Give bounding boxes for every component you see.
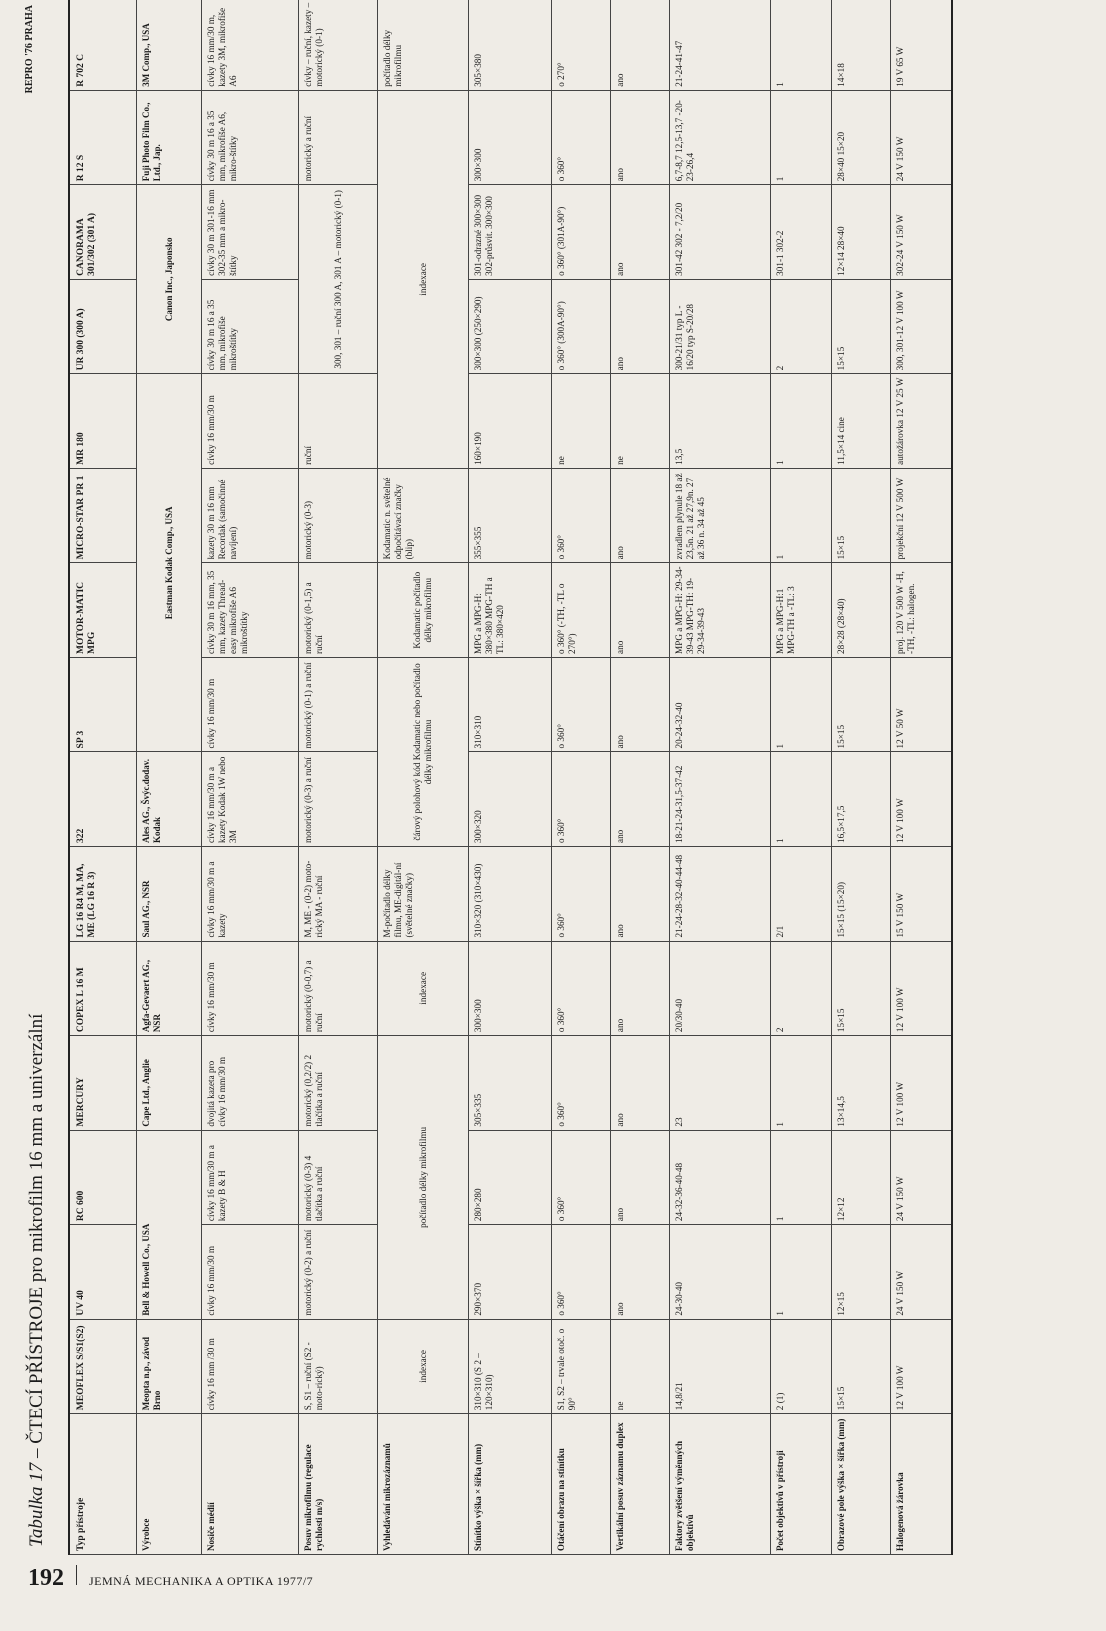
table-cell: cívky – ruční, kazety – motorický (0-1) [299, 0, 378, 90]
table-cell: motorický (0-1) a ruční [299, 657, 378, 752]
table-cell: 300, 301-12 V 100 W [891, 279, 953, 374]
table-cell: o 360° (300A-90°) [552, 279, 611, 374]
table-cell: 16,5×17,5 [832, 752, 891, 847]
row-label: Vertikální posuv záznamu duplex [611, 1414, 670, 1555]
table-cell: 28×40 15×20 [832, 90, 891, 185]
table-row [202, 0, 299, 1555]
table-cell: o 360° [552, 847, 611, 942]
table-cell: ano [611, 279, 670, 374]
table-cell: Cape Ltd., Anglie [137, 1036, 202, 1131]
table-cell: 302-24 V 150 W [891, 185, 953, 280]
table-cell: 12×14 28×40 [832, 185, 891, 280]
footer-divider [76, 1565, 77, 1585]
table-cell: 3M Comp., USA [137, 0, 202, 90]
table-cell: 12×12 [832, 1130, 891, 1225]
table-cell: ano [611, 185, 670, 280]
table-cell: ano [611, 0, 670, 90]
table-cell: 12 V 100 W [891, 1036, 953, 1131]
table-cell: ano [611, 847, 670, 942]
table-cell: 160×190 [469, 374, 552, 469]
column-header: UV 40 [69, 1225, 137, 1320]
table-cell: 15×15 [832, 1319, 891, 1414]
table-cell: cívky 16 mm/30 m a kazety [202, 847, 299, 942]
table-cell: 1 [771, 1130, 832, 1225]
table-cell: 24 V 150 W [891, 1130, 953, 1225]
column-header: R 702 C [69, 0, 137, 90]
table-cell: 21-24-28-32-40-44-48 [670, 847, 771, 942]
table-cell: motorický (0-2) a ruční [299, 1225, 378, 1320]
table-cell: ano [611, 1225, 670, 1320]
row-label: Typ přístroje [69, 1414, 137, 1555]
table-row [832, 0, 891, 1555]
column-header: CANORAMA 301/302 (301 A) [69, 185, 137, 280]
table-cell: 14,8/21 [670, 1319, 771, 1414]
column-header: MICRO-STAR PR 1 [69, 468, 137, 563]
table-cell: ne [552, 374, 611, 469]
table-cell: cívky 30 m 16 a 35 mm, mikrofiše mikroštítky [202, 279, 299, 374]
repro-mark: REPRO '76 PRAHA [24, 5, 35, 94]
table-row [552, 0, 611, 1555]
table-cell: 301-odrazné 300×300 302-průsvit. 300×300 [469, 185, 552, 280]
row-label: Posuv mikrofilmu (regulace rychlosti m/s) [299, 1414, 378, 1555]
table-cell: ne [611, 1319, 670, 1414]
table-cell: 301-42 302 - 7,2/20 [670, 185, 771, 280]
table-cell: 24 V 150 W [891, 90, 953, 185]
table-cell: 280×280 [469, 1130, 552, 1225]
row-label: Obrazové pole výška × šířka (mm) [832, 1414, 891, 1555]
table-cell: 2 [771, 279, 832, 374]
table-cell: Kodamatic n. světelné odpočítávací značky (blip) [378, 468, 469, 563]
table-cell: 20-24-32-40 [670, 657, 771, 752]
table-cell: cívky 16 mm /30 m [202, 1319, 299, 1414]
table-cell: Kodamatic počítadlo délky mikrofilmu [378, 563, 469, 658]
table-cell: 1 [771, 468, 832, 563]
table-row [771, 0, 832, 1555]
table-cell: 290×370 [469, 1225, 552, 1320]
table-cell: 301-1 302-2 [771, 185, 832, 280]
table-cell: 6,7-8,7 12,5-13,7 -20-23-26,4 [670, 90, 771, 185]
table-cell: 11,5×14 cine [832, 374, 891, 469]
table-cell: 15×15 [832, 657, 891, 752]
table-row [69, 0, 137, 1555]
column-header: R 12 S [69, 90, 137, 185]
table-cell: M, ME - (0-2) moto-rický MA - ruční [299, 847, 378, 942]
table-cell: Canon Inc., Japonsko [137, 185, 202, 374]
table-cell: 15 V 150 W [891, 847, 953, 942]
table-cell: o 360° [552, 1130, 611, 1225]
table-cell: motorický (0-3) 4 tlačítka a ruční [299, 1130, 378, 1225]
row-label: Počet objektivů v přístroji [771, 1414, 832, 1555]
table-cell: 19 V 65 W [891, 0, 953, 90]
table-cell: 1 [771, 1036, 832, 1131]
table-cell: 2 (1) [771, 1319, 832, 1414]
column-header: MOTOR-MATIC MPG [69, 563, 137, 658]
table-cell: 1 [771, 0, 832, 90]
table-cell: 12 V 100 W [891, 752, 953, 847]
table-cell: MPG a MPG-H: 29-34-39-43 MPG-TH: 19-29-34-39-43 [670, 563, 771, 658]
table-cell: ano [611, 563, 670, 658]
table-cell: ruční [299, 374, 378, 469]
row-label: Halogenová žárovka [891, 1414, 953, 1555]
column-header: LG 16 R4 M, MA, ME (LG 16 R 3) [69, 847, 137, 942]
table-cell: o 360° (301A-90°) [552, 185, 611, 280]
column-header: MR 180 [69, 374, 137, 469]
table-cell: 300×300 [469, 941, 552, 1036]
caption-text: – ČTECÍ PŘÍSTROJE pro mikrofilm 16 mm a univerzální [26, 1013, 47, 1463]
caption-prefix: Tabulka 17 [26, 1462, 47, 1547]
table-cell: 15×15 [832, 468, 891, 563]
table-cell: 18-21-24-31,5-37-42 [670, 752, 771, 847]
table-cell: 12×15 [832, 1225, 891, 1320]
table-cell: 355×355 [469, 468, 552, 563]
table-cell: 14×18 [832, 0, 891, 90]
table-cell: S1, S2 – trvale otoč. o 90° [552, 1319, 611, 1414]
table-row [378, 0, 469, 1555]
table-cell: o 360° [552, 90, 611, 185]
table-row [670, 0, 771, 1555]
table-cell: 310×310 [469, 657, 552, 752]
table-cell: ano [611, 90, 670, 185]
table-cell: 310×310 (S 2 – 120×310) [469, 1319, 552, 1414]
reader-devices-table [68, 0, 953, 1555]
table-cell: ano [611, 1130, 670, 1225]
table-row [299, 0, 378, 1555]
table-cell: o 360° [552, 468, 611, 563]
table-cell: Bell & Howell Co., USA [137, 1130, 202, 1319]
row-label: Stínítko výška × šířka (mm) [469, 1414, 552, 1555]
table-cell: 24 V 150 W [891, 1225, 953, 1320]
table-cell: cívky 16 mm/30 m [202, 1225, 299, 1320]
table-cell: 21-24-41-47 [670, 0, 771, 90]
table-cell: autožárovka 12 V 25 W [891, 374, 953, 469]
table-cell: cívky 16 mm/30 m [202, 657, 299, 752]
journal-name: JEMNÁ MECHANIKA A OPTIKA 1977/7 [89, 1574, 314, 1588]
table-cell: proj. 120 V 500 W -H, -TH, -TL: halogen. [891, 563, 953, 658]
table-cell: motorický a ruční [299, 90, 378, 185]
table-cell: 24-30-40 [670, 1225, 771, 1320]
table-cell: 300×300 (250×290) [469, 279, 552, 374]
table-cell: Fuji Photo Film Co., Ltd., Jap. [137, 90, 202, 185]
table-cell: cívky 30 m 16 mm, 35 mm, kazety Thread-easy mikrofiše A6 mikroštítky [202, 563, 299, 658]
table-cell: 305×380 [469, 0, 552, 90]
table-cell: 1 [771, 374, 832, 469]
table-cell: Ales AG., Švýc.dodav. Kodak [137, 752, 202, 847]
table-cell: dvojitá kazeta pro cívky 16 mm/30 m [202, 1036, 299, 1131]
column-header: UR 300 (300 A) [69, 279, 137, 374]
table-cell: Eastman Kodak Comp., USA [137, 374, 202, 752]
table-cell: indexace [378, 90, 469, 468]
table-row [611, 0, 670, 1555]
table-cell: zvradlem plynule 18 až 23,5n. 21 až 27,9n. 27 až 36 n. 34 až 45 [670, 468, 771, 563]
table-cell: cívky 30 m 16 a 35 mm, mikrofiše A6, mikro-štítky [202, 90, 299, 185]
table-cell: počítadlo délky mikrofilmu [378, 0, 469, 90]
table-cell: MPG a MPG-H: 380×380 MPG-TH a TL: 380×420 [469, 563, 552, 658]
table-cell: 13×14,5 [832, 1036, 891, 1131]
table-cell: Agfa-Gevaert AG., NSR [137, 941, 202, 1036]
table-cell: o 270° [552, 0, 611, 90]
table-cell: ano [611, 941, 670, 1036]
page-footer [28, 1565, 728, 1595]
table-cell: 1 [771, 1225, 832, 1320]
table-cell: indexace [378, 1319, 469, 1414]
table-cell: 1 [771, 90, 832, 185]
table-cell: 12 V 100 W [891, 1319, 953, 1414]
table-cell: motorický (0,2/2) 2 tlačítka a ruční [299, 1036, 378, 1131]
table-cell: 300, 301 – ruční 300 A, 301 A – motorický (0-1) [299, 185, 378, 374]
table-cell: 1 [771, 657, 832, 752]
table-cell: Meopta n.p., závod Brno [137, 1319, 202, 1414]
table-cell: cívky 16 mm/30 m a kazety Kodak 1W nebo 3M [202, 752, 299, 847]
table-cell: projekční 12 V 500 W [891, 468, 953, 563]
column-header: COPEX L 16 M [69, 941, 137, 1036]
row-label: Vyhledávání mikrozáznamů [378, 1414, 469, 1555]
table-cell: motorický (0-3) [299, 468, 378, 563]
column-header: RC 600 [69, 1130, 137, 1225]
table-cell: 12 V 50 W [891, 657, 953, 752]
table-cell: čárový polohový kód Kodamatic nebo počítadlo délky mikrofilmu [378, 657, 469, 846]
table-cell: o 360° [552, 1036, 611, 1131]
row-label: Otáčení obrazu na stínítku [552, 1414, 611, 1555]
table-cell: 20/30-40 [670, 941, 771, 1036]
row-label: Faktory zvětšení výměnných objektivů [670, 1414, 771, 1555]
table-cell: počítadlo délky mikrofilmu [378, 1036, 469, 1320]
table-cell: cívky 16 mm/30 m [202, 374, 299, 469]
table-cell: 28×28 (28×40) [832, 563, 891, 658]
table-cell: motorický (0-3) a ruční [299, 752, 378, 847]
table-cell: S, S1 – ruční (S2 - moto-rický) [299, 1319, 378, 1414]
table-row [891, 0, 953, 1555]
table-cell: 15×15 (15×20) [832, 847, 891, 942]
table-cell: 2 [771, 941, 832, 1036]
table-row [469, 0, 552, 1555]
table-cell: ano [611, 1036, 670, 1131]
table-cell: kazety 30 m 16 mm Recordak (samočinné navíjení) [202, 468, 299, 563]
table-cell: 15×15 [832, 279, 891, 374]
table-cell: 2/1 [771, 847, 832, 942]
row-label: Výrobce [137, 1414, 202, 1555]
table-cell: motorický (0-0,7) a ruční [299, 941, 378, 1036]
table-row [137, 0, 202, 1555]
table-cell: MPG a MPG-H:1 MPG-TH a -TL: 3 [771, 563, 832, 658]
column-header: 322 [69, 752, 137, 847]
table-cell: ano [611, 468, 670, 563]
row-label: Nosiče médií [202, 1414, 299, 1555]
table-cell: 24-32-36-40-48 [670, 1130, 771, 1225]
table-cell: motorický (0-1,5) a ruční [299, 563, 378, 658]
table-cell: cívky 16 mm/30 m [202, 941, 299, 1036]
table-cell: 12 V 100 W [891, 941, 953, 1036]
table-cell: 305×335 [469, 1036, 552, 1131]
rotated-page-content [20, 0, 1080, 1555]
column-header: MEOFLEX S/S1(S2) [69, 1319, 137, 1414]
table-cell: 300×320 [469, 752, 552, 847]
table-cell: Saul AG., NSR [137, 847, 202, 942]
column-header: SP 3 [69, 657, 137, 752]
table-cell: ne [611, 374, 670, 469]
table-cell: M-počítadlo délky filmu, ME-digitál-ní (světelné značky) [378, 847, 469, 942]
table-cell: cívky 30 m 301-16 mm 302-35 mm a mikro-štítky [202, 185, 299, 280]
table-cell: 13,5 [670, 374, 771, 469]
table-cell: ano [611, 752, 670, 847]
table-cell: o 360° [552, 941, 611, 1036]
table-cell: o 360° [552, 752, 611, 847]
table-cell: 15×15 [832, 941, 891, 1036]
table-cell: 23 [670, 1036, 771, 1131]
table-caption [20, 0, 54, 1555]
table-cell: cívky 16 mm/30 m, kazety 3M, mikrofiše A6 [202, 0, 299, 90]
table-cell: 300-21/31 typ L - 16/20 typ S-20/28 [670, 279, 771, 374]
table-cell: o 360° [552, 1225, 611, 1320]
table-cell: indexace [378, 941, 469, 1036]
table-cell: o 360° (-TH, -TL o 270°) [552, 563, 611, 658]
column-header: MERCURY [69, 1036, 137, 1131]
table-cell: cívky 16 mm/30 m a kazety B & H [202, 1130, 299, 1225]
table-cell: 1 [771, 752, 832, 847]
table-cell: o 360° [552, 657, 611, 752]
page-number: 192 [28, 1565, 64, 1591]
table-cell: 310×320 (310×430) [469, 847, 552, 942]
table-cell: ano [611, 657, 670, 752]
table-cell: 300×300 [469, 90, 552, 185]
